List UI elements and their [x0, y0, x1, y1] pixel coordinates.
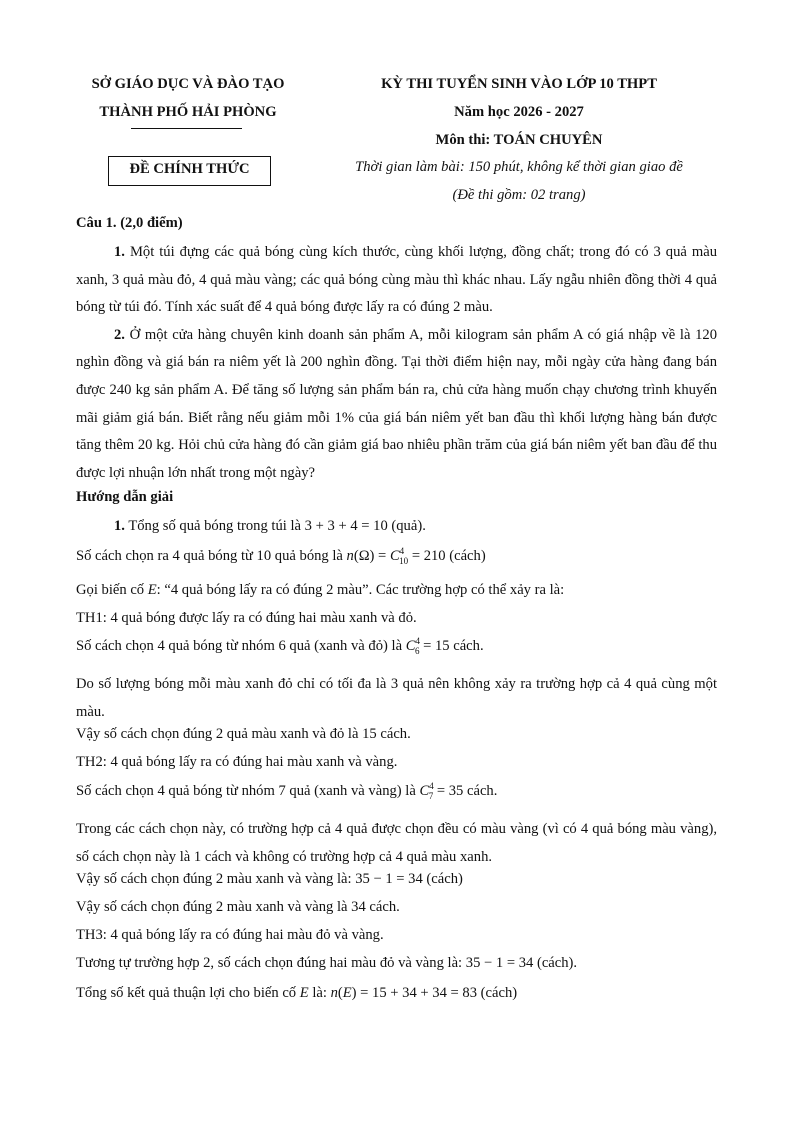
case-1: TH1: 4 quả bóng được lấy ra có đúng hai màu xanh và đỏ. [76, 610, 417, 626]
solution-line-7 [76, 783, 497, 800]
subject: Môn thi: TOÁN CHUYÊN [435, 132, 603, 148]
line-text: cách. [463, 783, 498, 799]
solution-line-8: Trong các cách chọn này, có trường hợp cả 4 quả được chọn đều có màu vàng (vì có 4 quả bóng màu vàng), số cách chọn này là 1 cách và không có trường hợp cả 4 quả màu xanh. [76, 821, 717, 865]
line-text: (cách) [445, 548, 486, 564]
line-text: (quả). [387, 518, 426, 534]
line-text: Tổng số quả bóng trong túi là [124, 518, 305, 534]
header-underline [131, 128, 242, 129]
solution-line-9 [76, 871, 463, 888]
solution-line-11 [76, 955, 577, 972]
page-count: (Đề thi gồm: 02 trang) [452, 187, 586, 203]
part-text: Ở một cửa hàng chuyên kinh doanh sản phẩm A, mỗi kilogram sản phẩm A có giá nhập về là 120 nghìn đồng và giá bán ra niêm yết là 200 nghìn đồng. Tại thời điểm hiện nay, mỗi ngày cửa hàng đang bán được 240 kg sản phẩm A. Để tăng số lượng sản phẩm bán ra, chủ cửa hàng muốn chạy chương trình khuyến mãi giảm giá bán. Biết rằng nếu giảm mỗi 1% của giá bán niêm yết ban đầu thì khối lượng hàng bán được tăng thêm 20 kg. Hỏi chủ cửa hàng đó cần giảm giá bao nhiêu phần trăm của giá bán niêm yết ban đầu để thu được lợi nhuận lớn nhất trong một ngày? [76, 326, 717, 481]
solution-line-10: Vậy số cách chọn đúng 2 màu xanh và vàng là 34 cách. [76, 899, 400, 915]
official-exam-box [108, 156, 271, 186]
solution-line-2 [76, 548, 486, 565]
question-1-part-2 [76, 322, 717, 488]
exam-title: KỲ THI TUYỂN SINH VÀO LỚP 10 THPT [381, 76, 657, 92]
solution-line-4 [76, 638, 484, 655]
solution-title: Hướng dẫn giải [76, 489, 174, 505]
city-name: THÀNH PHỐ HẢI PHÒNG [99, 104, 277, 120]
line-text: Số cách chọn 4 quả bóng từ nhóm 6 quả (xanh và đỏ) là [76, 638, 406, 654]
line-text: Vậy số cách chọn đúng 2 màu xanh và vàng là: [76, 871, 356, 887]
line-text: (cách). [533, 955, 578, 971]
line-text: (cách) [422, 871, 463, 887]
math-expression: 35 − 1 = 34 [355, 871, 423, 887]
line-text: (cách) [477, 985, 518, 1001]
line-text: Tổng số kết quả thuận lợi cho biến cố [76, 985, 300, 1001]
line-text: Gọi biến cố [76, 582, 148, 598]
math-expression: $C^4_7 = 35$ [419, 781, 464, 801]
time-limit: Thời gian làm bài: 150 phút, không kể thời gian giao đề [355, 159, 683, 175]
line-text: là: [308, 985, 331, 1001]
math-expression: 3 + 3 + 4 = 10 [304, 518, 388, 534]
solution-line-8-block [76, 816, 717, 871]
part-number: 1. [114, 244, 125, 260]
line-text: Số cách chọn 4 quả bóng từ nhóm 7 quả (xanh và vàng) là [76, 783, 420, 799]
line-text: Số cách chọn ra 4 quả bóng từ 10 quả bóng là [76, 548, 347, 564]
line-text: : “4 quả bóng lấy ra có đúng 2 màu”. Các trường hợp có thể xảy ra là: [156, 582, 565, 598]
solution-line-6: Vậy số cách chọn đúng 2 quả màu xanh và đỏ là 15 cách. [76, 726, 411, 742]
solution-line-3 [76, 582, 564, 599]
question-1 [76, 213, 717, 487]
part-text: Một túi đựng các quả bóng cùng kích thước, cùng khối lượng, đồng chất; trong đó có 3 quả màu xanh, 3 quả màu đỏ, 4 quả màu vàng; các quả bóng cùng màu thì khác nhau. Lấy ngẫu nhiên đồng thời 4 quả bóng từ túi đó. Tính xác suất để 4 quả bóng được lấy ra có đúng 2 màu. [76, 244, 717, 316]
department-name: SỞ GIÁO DỤC VÀ ĐÀO TẠO [91, 76, 285, 92]
case-2: TH2: 4 quả bóng lấy ra có đúng hai màu xanh và vàng. [76, 754, 398, 770]
solution-line-5-block [76, 671, 717, 726]
part-number: 1. [114, 518, 125, 534]
line-text: cách. [449, 638, 484, 654]
official-exam-label: ĐỀ CHÍNH THỨC [129, 161, 250, 177]
math-expression: $C^4_6 = 15$ [405, 636, 450, 656]
math-expression: $n(\Omega) = C^4_{10} = 210$ [346, 546, 446, 566]
school-year: Năm học 2026 - 2027 [454, 104, 584, 120]
solution-line-12 [76, 985, 517, 1002]
math-expression: 35 − 1 = 34 [465, 955, 534, 971]
solution-line-1 [114, 518, 426, 535]
question-1-part-1 [76, 239, 717, 322]
event-variable: E [299, 985, 309, 1001]
line-text: Tương tự trường hợp 2, số cách chọn đúng hai màu đỏ và vàng là: [76, 955, 466, 971]
event-variable: E [147, 582, 157, 598]
math-expression: n(E) = 15 + 34 + 34 = 83 [330, 985, 478, 1001]
case-3: TH3: 4 quả bóng lấy ra có đúng hai màu đỏ và vàng. [76, 927, 384, 943]
part-number: 2. [114, 326, 125, 343]
solution-line-5: Do số lượng bóng mỗi màu xanh đỏ chỉ có tối đa là 3 quả nên không xảy ra trường hợp cả 4 quả cùng một màu. [76, 676, 717, 720]
question-1-title: Câu 1. (2,0 điểm) [76, 215, 183, 231]
